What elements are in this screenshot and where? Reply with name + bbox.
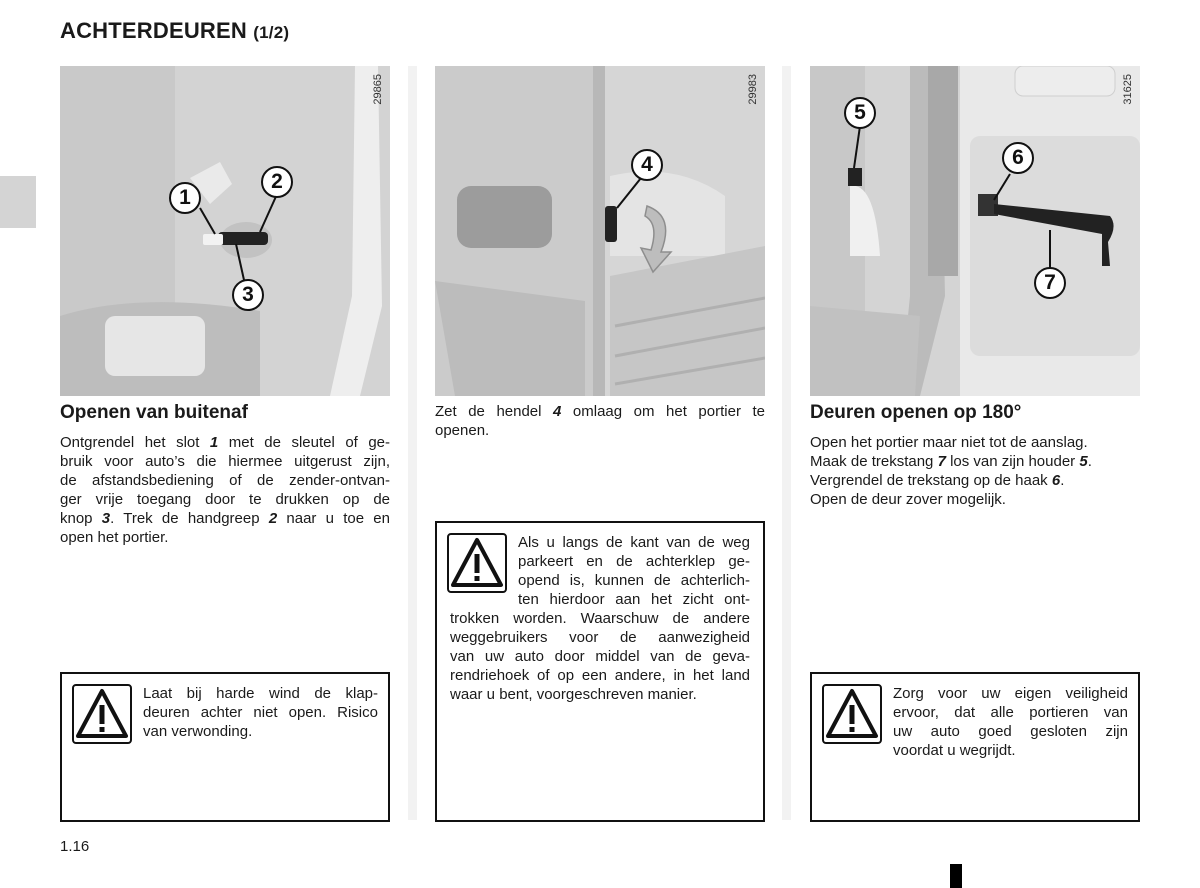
text-line: knop 3. Trek de handgreep 2 naar u toe en bbox=[60, 510, 390, 527]
figure-number: 29865 bbox=[372, 74, 384, 105]
ref-number: 4 bbox=[553, 403, 562, 420]
ref-number: 1 bbox=[209, 434, 219, 451]
instructions-col1 bbox=[60, 433, 390, 547]
warning-text-side: Als u langs de kant van de weg parkeert en de achterklep ge- opend is, kunnen de achterlich- ten hierdoor aan het zicht ont- bbox=[518, 534, 750, 608]
callout-5: 5 bbox=[844, 97, 876, 129]
warning-text-full: trokken worden. Waarschuw de andere weggebruikers voor de aanwezigheid van uw auto door middel van de geva- rendriehoek of op een andere, in het land waar u bent, voorgeschreven manier. bbox=[450, 610, 750, 703]
section-tab bbox=[0, 176, 36, 228]
warning-triangle-icon bbox=[447, 533, 507, 593]
page-title bbox=[60, 18, 289, 44]
heading-open-180: Deuren openen op 180° bbox=[810, 402, 1022, 423]
page-number: 1.16 bbox=[60, 838, 90, 855]
ref-number: 5 bbox=[1079, 453, 1088, 470]
callout-7: 7 bbox=[1034, 267, 1066, 299]
figure-door-lever bbox=[435, 66, 765, 396]
ref-number: 7 bbox=[937, 453, 946, 470]
callout-6: 6 bbox=[1002, 142, 1034, 174]
text-line: Maak de trekstang 7 los van zijn houder 5. bbox=[810, 453, 1092, 470]
figure-door-180 bbox=[810, 66, 1140, 396]
text-line: Vergrendel de trekstang op de haak 6. bbox=[810, 472, 1065, 489]
text-line: Open de deur zover mogelijk. bbox=[810, 491, 1006, 508]
text-line: open het portier. bbox=[60, 529, 169, 546]
warning-triangle-icon bbox=[72, 684, 132, 744]
column-divider bbox=[782, 66, 791, 820]
heading-open-from-outside: Openen van buitenaf bbox=[60, 402, 248, 423]
callout-1: 1 bbox=[169, 182, 201, 214]
ref-number: 2 bbox=[268, 510, 278, 527]
callout-2: 2 bbox=[261, 166, 293, 198]
text-line: Zet de hendel 4 omlaag om het portier te bbox=[435, 403, 765, 420]
ref-number: 6 bbox=[1051, 472, 1061, 489]
title-suffix: (1/2) bbox=[253, 23, 290, 42]
warning-box-safety bbox=[810, 672, 1140, 822]
figure-number: 29983 bbox=[747, 74, 759, 105]
warning-triangle-icon bbox=[822, 684, 882, 744]
text-line: bruik voor auto’s die hiermee uitgerust zijn, bbox=[60, 453, 390, 470]
text-line: Open het portier maar niet tot de aanslag. bbox=[810, 434, 1088, 451]
warning-text: Laat bij harde wind de klap- deuren achter niet open. Risico van verwonding. bbox=[143, 685, 378, 740]
text-line: openen. bbox=[435, 422, 490, 439]
warning-box-wind bbox=[60, 672, 390, 822]
callout-4: 4 bbox=[631, 149, 663, 181]
text-line: Ontgrendel het slot 1 met de sleutel of ge- bbox=[60, 434, 391, 451]
figure-number: 31625 bbox=[1122, 74, 1134, 105]
instructions-col3 bbox=[810, 433, 1145, 509]
door-interior-illustration bbox=[435, 66, 765, 396]
figure-outside-handle bbox=[60, 66, 390, 396]
van-side-illustration bbox=[60, 66, 390, 396]
crop-mark bbox=[950, 864, 962, 888]
instructions-col2 bbox=[435, 402, 765, 440]
column-divider bbox=[408, 66, 417, 820]
text-line: ger vrije toegang door te drukken op de bbox=[60, 491, 390, 508]
ref-number: 3 bbox=[101, 510, 111, 527]
warning-box-road bbox=[435, 521, 765, 822]
warning-text: Zorg voor uw eigen veiligheid ervoor, dat alle portieren van uw auto goed gesloten zijn voordat u wegrijdt. bbox=[893, 685, 1128, 759]
text-line: de afstandsbediening of de zender-ontvan- bbox=[60, 472, 390, 489]
callout-3: 3 bbox=[232, 279, 264, 311]
title-text: ACHTERDEUREN bbox=[60, 18, 247, 43]
